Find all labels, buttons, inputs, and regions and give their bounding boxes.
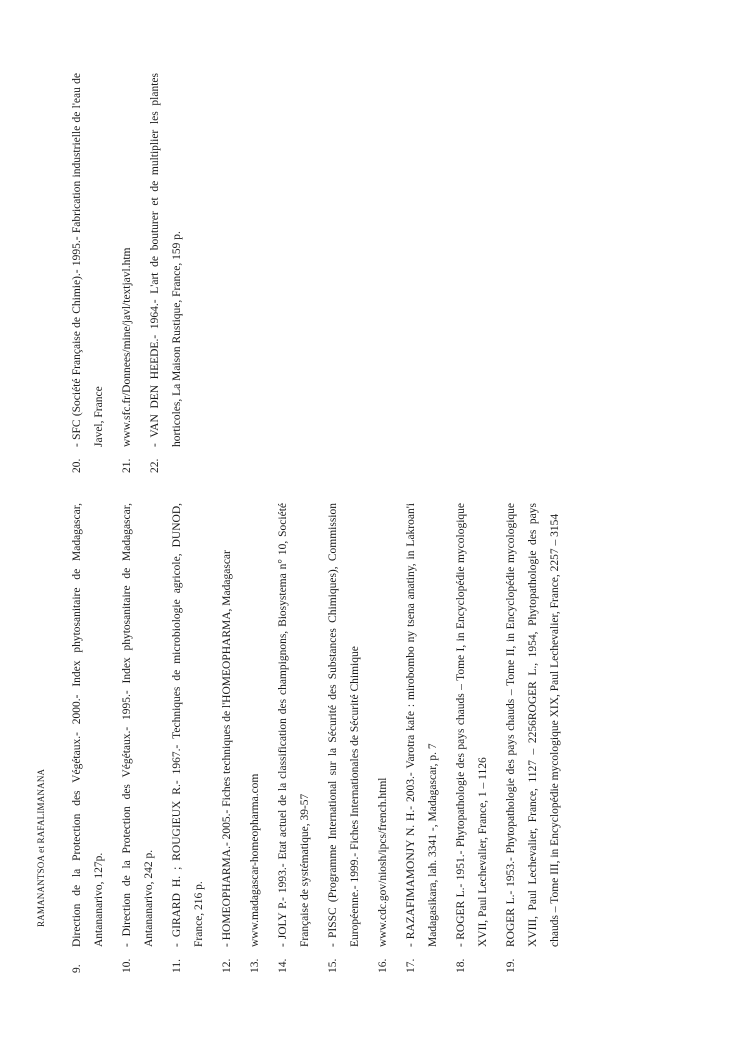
reference-column-left [66, 503, 572, 973]
reference-item [372, 503, 394, 973]
reference-text: - PISSC (Programme International sur la Sécurité des Substances Chimiques), Commission Européenne.- 1999.- Fiches Internationales de Sécurité Chimique [327, 503, 361, 947]
reference-item [66, 73, 110, 473]
reference-link[interactable]: www.cdc.gov/niosh/ipcs/french.html [377, 777, 389, 947]
reference-item [244, 503, 266, 973]
reference-text: - SFC (Société Française de Chimie).- 1995.- Fabrication industrielle de l'eau de Javel, France [71, 73, 105, 447]
reference-text: ROGER L.- 1953.- Phytopathologie des pays chauds – Tome II, in Encyclopédie mycologique XVIII, Paul Lechevalier, France, 1127 – 2256ROGER L., 1954, Phytopathologie des pays chauds – Tome III, in Encyclopédie mycologique XIX, Paul Lechevalier, France, 2257 – 3154 [505, 503, 561, 947]
reference-item [272, 503, 316, 973]
reference-column-right [66, 73, 194, 473]
reference-text: - GIRARD H. ; ROUGIEUX R.- 1967.- Techniques de microbiologie agricole, DUNOD, France, 216 p. [171, 503, 205, 947]
reference-item [400, 503, 444, 973]
reference-number: 11. [171, 959, 183, 973]
reference-item [66, 503, 110, 973]
reference-number: 13. [249, 958, 261, 973]
reference-number: 12. [221, 958, 233, 973]
reference-number: 9. [71, 964, 83, 973]
reference-item [450, 503, 494, 973]
reference-number: 16. [377, 958, 389, 973]
reference-text: - Direction de la Protection des Végétaux.- 1995.- Index phytosanitaire de Madagascar, Antananarivo, 242 p. [121, 503, 155, 947]
reference-number: 17. [405, 958, 417, 973]
reference-number: 14. [277, 958, 289, 973]
reference-text: - JOLY P.- 1993.- Etat actuel de la classification des champignons, Biosystema n° 10, Société Française de systématique, 39-57 [277, 503, 311, 947]
reference-number: 10. [121, 958, 133, 973]
reference-item [166, 503, 210, 973]
reference-item [322, 503, 366, 973]
reference-link[interactable]: www.madagascar-homeopharma.com [249, 773, 261, 947]
reference-number: 18. [455, 958, 467, 973]
running-header: RAMANANTSOA et RAFALIMANANA [36, 768, 46, 927]
reference-number: 15. [327, 958, 339, 973]
reference-link[interactable]: www.sfc.fr/Donnees/mine/javl/textjavl.htm [121, 247, 133, 447]
reference-number: 21. [121, 458, 133, 473]
reference-text: - RAZAFIMAMONJY N. H.- 2003.- Varotra kafe : mirobombo ny tsena anatiny, in Lakroan'i Madagasikara, lah. 3341 -, Madagascar, p. 7 [405, 503, 439, 947]
reference-text: Direction de la Protection des Végétaux.- 2000.- Index phytosanitaire de Madagascar, Antananarivo, 127p. [71, 503, 105, 947]
reference-item [144, 73, 188, 473]
reference-number: 22. [149, 458, 161, 473]
reference-text: - ROGER L.- 1951.- Phytopathologie des pays chauds – Tome I, in Encyclopédie mycologique XVII, Paul Lechevalier, France, 1 – 1126 [455, 503, 489, 947]
reference-text: - HOMEOPHARMA.- 2005.- Fiches techniques de l'HOMEOPHARMA, Madagascar [221, 550, 233, 947]
reference-number: 19. [505, 958, 517, 973]
reference-item [116, 73, 138, 473]
reference-item [116, 503, 160, 973]
reference-item [216, 503, 238, 973]
reference-text: - VAN DEN HEEDE.- 1964.- L'art de bouturer et de multiplier les plantes horticoles, La Maison Rustique, France, 159 p. [149, 73, 183, 447]
reference-number: 20. [71, 458, 83, 473]
reference-item [500, 503, 566, 973]
